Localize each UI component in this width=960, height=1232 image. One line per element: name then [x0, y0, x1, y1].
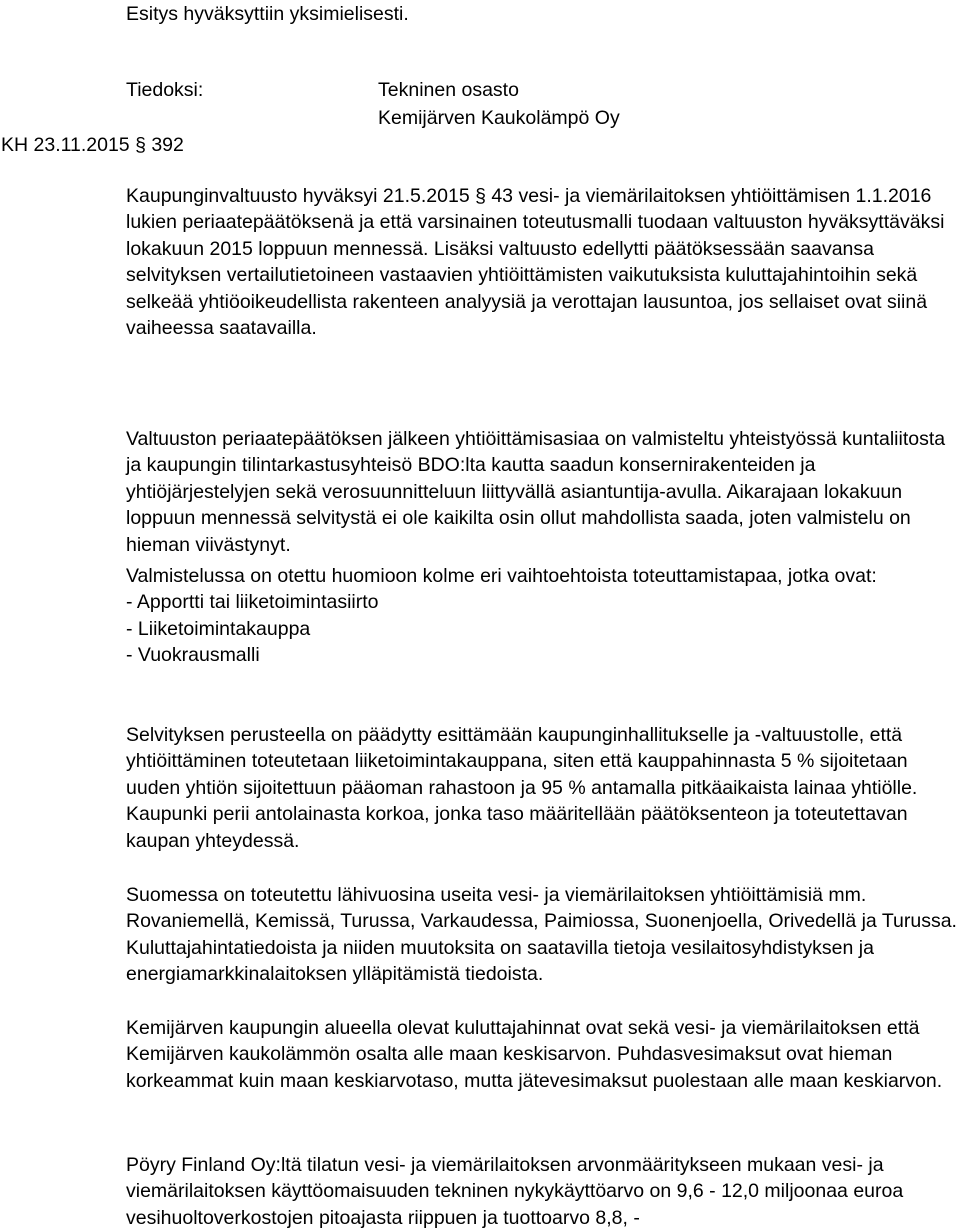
alternative-item: - Vuokrausmalli: [126, 644, 260, 667]
paragraph-preparation: Valtuuston periaatepäätöksen jälkeen yhtiöittämisasiaa on valmisteltu yhteistyössä kuntaliitosta ja kaupungin tilintarkastusyhteisö BDO:lta kautta saadun konsernirakenteiden ja yhtiöjärjestelyjen sekä verosuunnitteluun liittyvällä asiantuntija-avulla. Aikarajaan lokakuun loppuun mennessä selvitystä ei ole kaikilta osin ollut mahdollista saada, joten valmistelu on hieman viivästynyt.: [126, 428, 946, 556]
paragraph-consumer-prices: Kemijärven kaupungin alueella olevat kuluttajahinnat ovat sekä vesi- ja viemärilaitoksen että Kemijärven kaukolämmön osalta alle maan keskisarvon. Puhdasvesimaksut ovat hieman korkeammat kuin maan keskiarvotaso, mutta jätevesimaksut puolestaan alle maan keskiarvon.: [126, 1017, 943, 1092]
tiedoksi-label: Tiedoksi:: [126, 79, 204, 101]
alternative-item: - Apportti tai liiketoimintasiirto: [126, 591, 379, 614]
alternatives-section: [126, 563, 960, 669]
recipient-district-heating-company: Kemijärven Kaukolämpö Oy: [378, 107, 620, 129]
approval-text: Esitys hyväksyttiin yksimielisesti.: [126, 3, 409, 25]
recipient-technical-department: Tekninen osasto: [378, 79, 519, 101]
paragraph-background: Kaupunginvaltuusto hyväksyi 21.5.2015 § 43 vesi- ja viemärilaitoksen yhtiöittämisen 1.1.2016 lukien periaatepäätöksenä ja että varsinainen toteutusmalli tuodaan valtuuston hyväksyttäväksi lokakuun 2015 loppuun mennessä. Lisäksi valtuusto edellytti päätöksessään saavansa selvityksen vertailutietoineen vastaavien yhtiöittämisten vaikutuksista kuluttajahintoihin sekä selkeää yhtiöoikeudellista rakenteen analyysiä ja verottajan lausuntoa, jos sellaiset ovat siinä vaiheessa saatavailla.: [126, 185, 945, 340]
alternatives-intro: Valmistelussa on otettu huomioon kolme eri vaihtoehtoista toteuttamistapaa, jotka ovat:: [126, 565, 877, 587]
meeting-reference: KH 23.11.2015 § 392: [1, 134, 184, 156]
paragraph-other-municipalities: Suomessa on toteutettu lähivuosina useita vesi- ja viemärilaitoksen yhtiöittämisiä mm. Rovaniemellä, Kemissä, Turussa, Varkaudessa, Paimiossa, Suonenjoella, Orivedellä ja Turussa. Kuluttajahintatiedoista ja niiden muutoksita on saatavilla tietoja vesilaitosyhdistyksen ja energiamarkkinalaitoksen ylläpitämistä tiedoista.: [126, 884, 957, 986]
paragraph-proposal: Selvityksen perusteella on päädytty esittämään kaupunginhallitukselle ja -valtuustolle, että yhtiöittäminen toteutetaan liiketoimintakauppana, siten että kauppahinnasta 5 % sijoitetaan uuden yhtiön sijoitettuun pääoman rahastoon ja 95 % antamalla pitkäaikaista lainaa yhtiölle. Kaupunki perii antolainasta korkoa, jonka taso määritellään päätöksenteon ja toteutettavan kaupan yhteydessä.: [126, 724, 918, 852]
alternative-item: - Liiketoimintakauppa: [126, 617, 311, 640]
paragraph-valuation: Pöyry Finland Oy:ltä tilatun vesi- ja viemärilaitoksen arvonmääritykseen mukaan vesi- ja viemärilaitoksen käyttöomaisuuden tekninen nykykäyttöarvo on 9,6 - 12,0 miljoonaa euroa vesihuoltoverkostojen pitoajasta riippuen ja tuottoarvo 8,8, -: [126, 1154, 904, 1229]
